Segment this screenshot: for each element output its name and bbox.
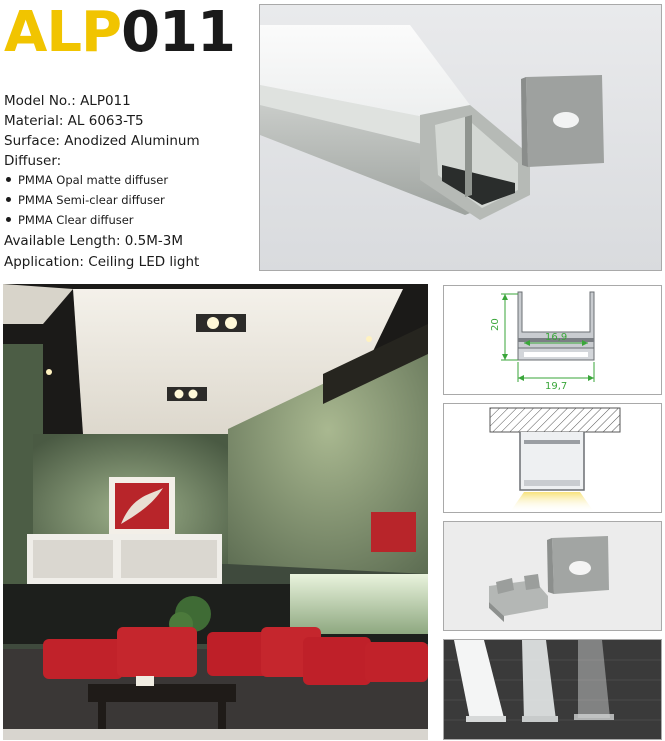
spec-length: Available Length: 0.5M-3M xyxy=(4,233,184,249)
living-room-photo xyxy=(3,284,428,740)
outer-width-dimension-label: 19,7 xyxy=(545,381,568,392)
living-room-illustration xyxy=(3,284,428,740)
diffuser-item-label: PMMA Opal matte diffuser xyxy=(18,173,169,187)
spec-material: Material: AL 6063-T5 xyxy=(4,113,144,129)
bullet-icon xyxy=(6,217,11,222)
bullet-icon xyxy=(6,197,11,202)
spec-application: Application: Ceiling LED light xyxy=(4,254,200,270)
dimension-diagram xyxy=(444,286,661,394)
spec-diffuser-heading: Diffuser: xyxy=(4,153,62,169)
diffuser-item-label: PMMA Semi-clear diffuser xyxy=(18,193,165,207)
diffuser-item xyxy=(4,192,165,208)
product-title-suffix: 011 xyxy=(121,0,235,65)
end-cap-photo xyxy=(443,521,662,631)
diffuser-item xyxy=(4,172,168,188)
cross-section-drawing xyxy=(443,285,662,395)
inner-width-dimension-label: 16,9 xyxy=(545,332,568,343)
end-caps-illustration xyxy=(444,522,661,630)
profile-product-photo xyxy=(259,4,662,271)
spec-model: Model No.: ALP011 xyxy=(4,93,131,109)
product-title-prefix: ALP xyxy=(4,0,122,65)
spec-surface: Surface: Anodized Aluminum xyxy=(4,133,200,149)
product-title xyxy=(4,0,235,68)
installation-drawing xyxy=(443,403,662,513)
diffuser-covers-photo xyxy=(443,639,662,740)
diffuser-item xyxy=(4,212,134,228)
diffuser-covers-illustration xyxy=(444,640,661,739)
diffuser-item-label: PMMA Clear diffuser xyxy=(18,213,134,227)
ceiling-mount-diagram xyxy=(444,404,661,512)
aluminum-profile-illustration xyxy=(260,5,661,270)
height-dimension-label: 20 xyxy=(490,318,501,331)
bullet-icon xyxy=(6,177,11,182)
